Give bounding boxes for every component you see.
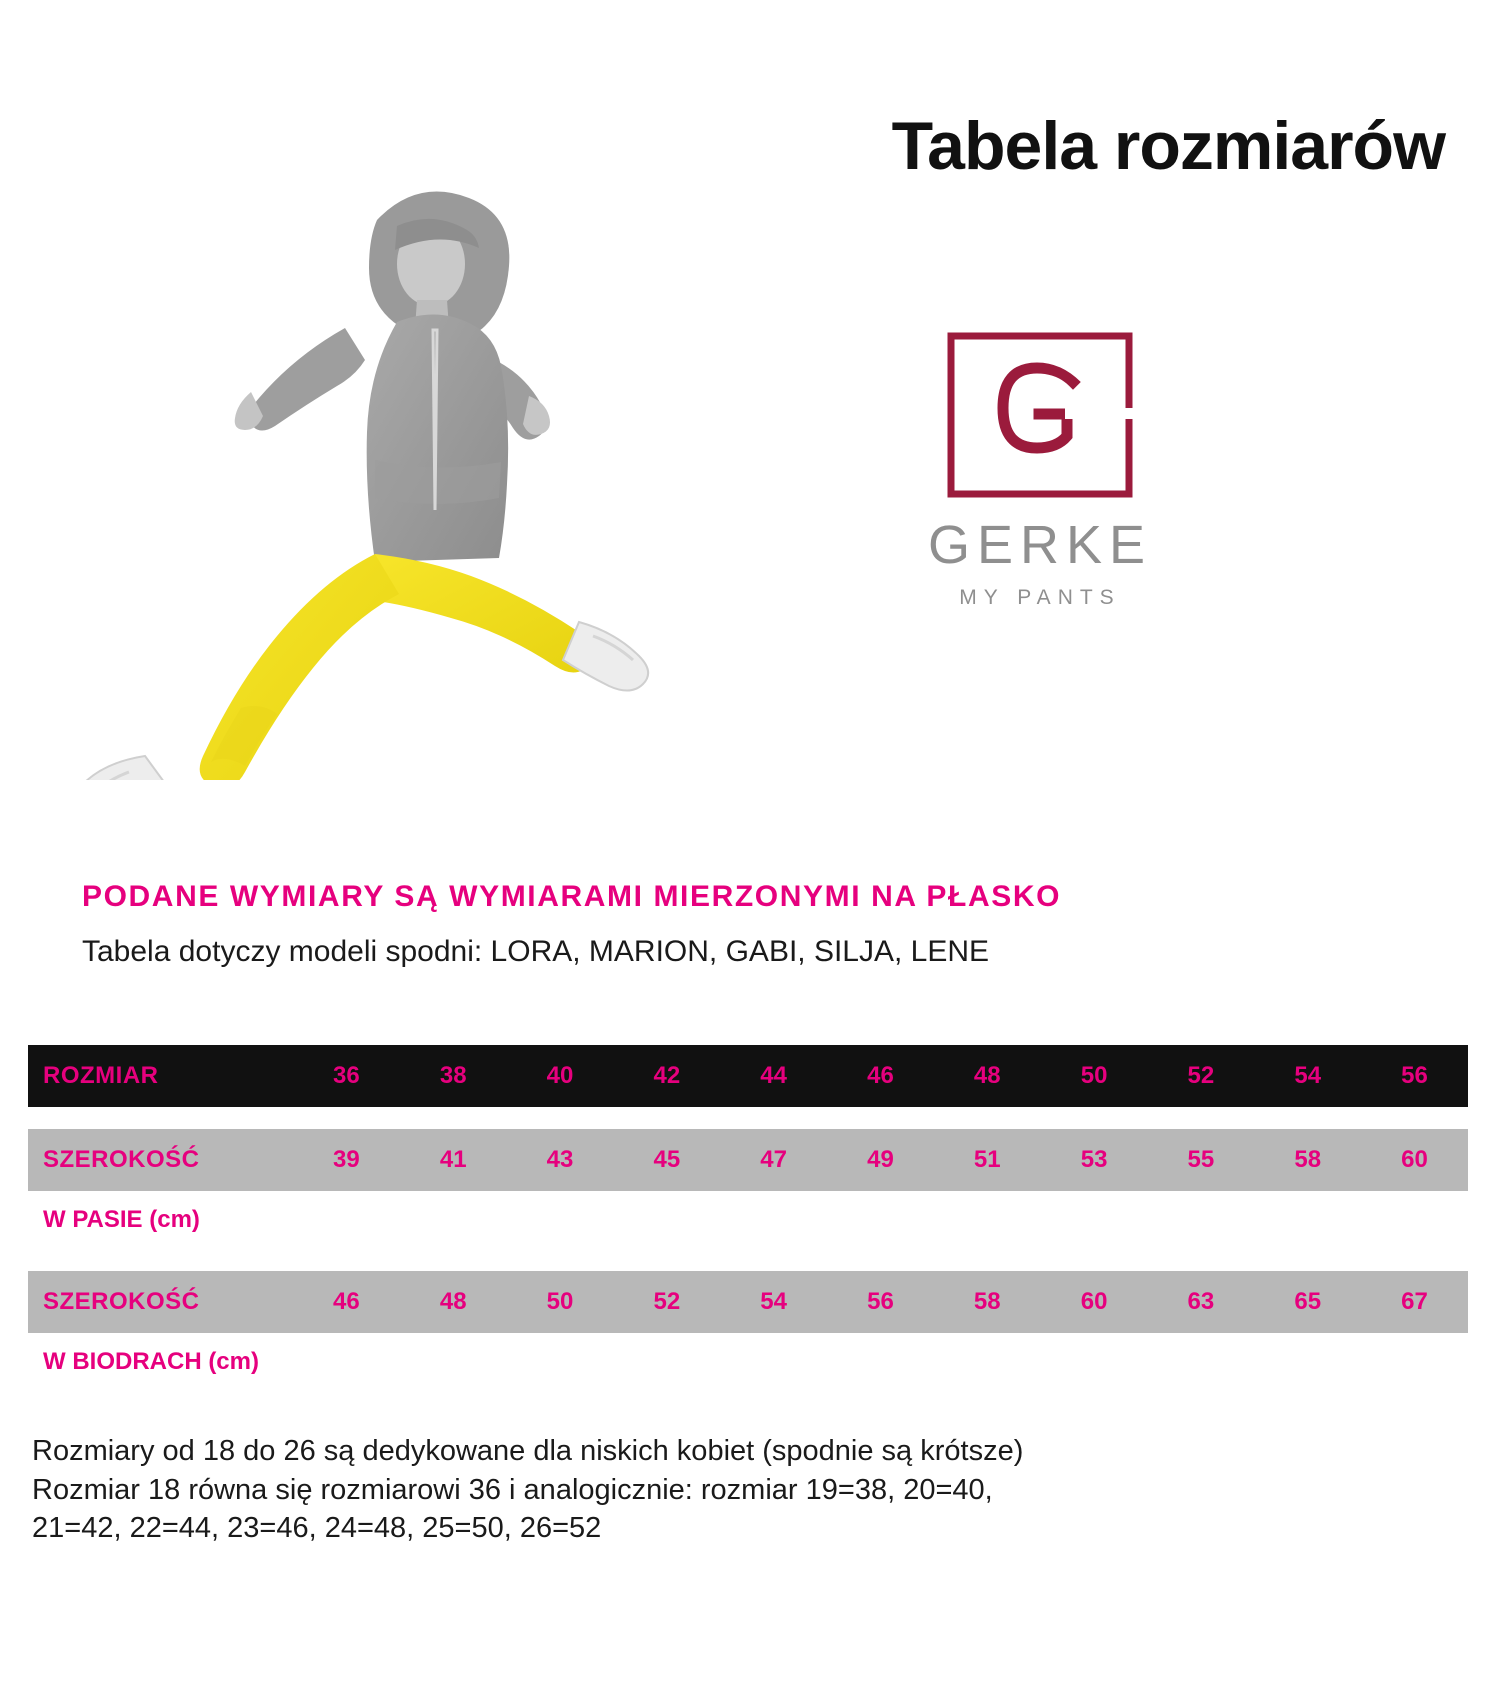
table-header-cell: 48 bbox=[973, 1062, 1001, 1089]
table-header-cell: 52 bbox=[1187, 1062, 1215, 1089]
table-cell: 52 bbox=[653, 1288, 681, 1315]
table-header-cell: 44 bbox=[760, 1062, 787, 1089]
table-gap bbox=[28, 1249, 1468, 1271]
footnote-line-3: 21=42, 22=44, 23=46, 24=48, 25=50, 26=52 bbox=[32, 1512, 602, 1545]
row-sublabel-hips: W BIODRACH (cm) bbox=[28, 1333, 1468, 1391]
intro-line-pink: PODANE WYMIARY SĄ WYMIARAMI MIERZONYMI NA PŁASKO bbox=[82, 880, 1062, 913]
table-cell: 63 bbox=[1187, 1288, 1215, 1315]
table-cell: 43 bbox=[546, 1146, 574, 1173]
table-cell: 41 bbox=[439, 1146, 467, 1173]
table-header-cell: 38 bbox=[439, 1062, 467, 1089]
table-cell: 46 bbox=[333, 1288, 360, 1315]
table-cell: 60 bbox=[1401, 1146, 1428, 1173]
table-header-cell: 54 bbox=[1294, 1062, 1322, 1089]
row-sublabel-waist: W PASIE (cm) bbox=[28, 1191, 1468, 1249]
table-cell: 49 bbox=[867, 1146, 894, 1173]
table-header-cell: 56 bbox=[1401, 1062, 1428, 1089]
table-cell: 45 bbox=[653, 1146, 681, 1173]
footnote-line-1: Rozmiary od 18 do 26 są dedykowane dla niskich kobiet (spodnie są krótsze) bbox=[32, 1435, 1024, 1467]
jumping-woman-photo bbox=[45, 160, 745, 780]
table-header-row bbox=[28, 1045, 1468, 1107]
table-header-label: ROZMIAR bbox=[43, 1062, 159, 1089]
table-cell: 58 bbox=[1294, 1146, 1322, 1173]
table-cell: 50 bbox=[546, 1288, 574, 1315]
table-cell: 53 bbox=[1080, 1146, 1108, 1173]
gerke-g-monogram-icon bbox=[945, 330, 1135, 500]
table-cell: 39 bbox=[333, 1146, 360, 1173]
table-cell: 60 bbox=[1080, 1288, 1108, 1315]
row-cells-hips bbox=[293, 1288, 1468, 1316]
table-cell: 58 bbox=[973, 1288, 1001, 1315]
table-header-cell: 46 bbox=[867, 1062, 894, 1089]
table-header-cells bbox=[293, 1062, 1468, 1090]
table-header-cell: 50 bbox=[1080, 1062, 1108, 1089]
brand-tagline: MY PANTS bbox=[959, 586, 1121, 609]
table-gap bbox=[28, 1107, 1468, 1129]
table-header-cell: 36 bbox=[333, 1062, 360, 1089]
row-cells-waist bbox=[293, 1146, 1468, 1174]
table-cell: 54 bbox=[760, 1288, 787, 1315]
table-header-cell: 40 bbox=[546, 1062, 574, 1089]
row-label-hips: SZEROKOŚĆ bbox=[43, 1288, 200, 1315]
table-row bbox=[28, 1271, 1468, 1333]
size-table bbox=[28, 1045, 1468, 1391]
table-row bbox=[28, 1129, 1468, 1191]
table-cell: 65 bbox=[1294, 1288, 1322, 1315]
brand-logo bbox=[880, 330, 1200, 610]
intro-line-black: Tabela dotyczy modeli spodni: LORA, MARION, GABI, SILJA, LENE bbox=[82, 935, 990, 968]
table-cell: 55 bbox=[1187, 1146, 1215, 1173]
table-header-cell: 42 bbox=[653, 1062, 681, 1089]
table-cell: 48 bbox=[439, 1288, 467, 1315]
table-cell: 51 bbox=[973, 1146, 1001, 1173]
table-cell: 56 bbox=[867, 1288, 894, 1315]
brand-name: GERKE bbox=[927, 515, 1153, 575]
footnote bbox=[32, 1432, 1452, 1548]
table-cell: 67 bbox=[1401, 1288, 1428, 1315]
row-label-waist: SZEROKOŚĆ bbox=[43, 1146, 200, 1173]
footnote-line-2: Rozmiar 18 równa się rozmiarowi 36 i analogicznie: rozmiar 19=38, 20=40, bbox=[32, 1473, 993, 1506]
page-title: Tabela rozmiarów bbox=[891, 108, 1445, 184]
table-cell: 47 bbox=[760, 1146, 787, 1173]
